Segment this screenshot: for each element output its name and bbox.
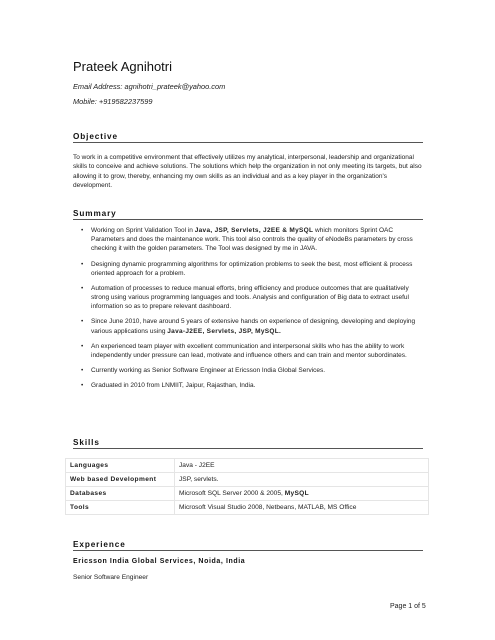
bullet-icon: • xyxy=(81,318,84,326)
text-run: Microsoft Visual Studio 2008, Netbeans, MATLAB, MS Office xyxy=(179,504,357,511)
summary-item xyxy=(81,260,427,278)
text-run: An experienced team player with excellent communication and interpersonal skills who has the ability to work independently under pressure can lead, motivate and influence others and can train and mentor subordinates. xyxy=(91,342,407,359)
highlighted-text: Java-J2EE, Servlets, JSP, MySQL. xyxy=(167,327,282,335)
summary-item xyxy=(81,381,427,390)
bullet-icon: • xyxy=(81,366,84,374)
text-run: JSP, servlets. xyxy=(179,476,219,483)
skill-value xyxy=(175,487,429,501)
summary-heading: Summary xyxy=(73,209,423,220)
mobile-number: Mobile: +919582237599 xyxy=(73,97,153,106)
bullet-icon: • xyxy=(81,381,84,389)
summary-list xyxy=(81,226,427,396)
text-run: Graduated in 2010 from LNMIIT, Jaipur, Rajasthan, India. xyxy=(91,381,256,389)
summary-item xyxy=(81,226,427,254)
bullet-icon: • xyxy=(81,227,84,234)
objective-heading: Objective xyxy=(73,132,423,143)
text-run: which monitors Sprint OAC Parameters and does the maintenance work. This tool also controls the quality of eNodeBs parameters by cross checking it with the golden parameters. The Tool was designed by me in JAVA. xyxy=(91,227,413,253)
candidate-name: Prateek Agnihotri xyxy=(73,59,173,74)
skills-row xyxy=(66,501,429,515)
skill-value xyxy=(175,473,429,487)
bullet-icon: • xyxy=(81,342,84,350)
text-run: Microsoft SQL Server 2000 & 2005, xyxy=(179,490,285,497)
company-name: Ericsson India Global Services, Noida, India xyxy=(73,558,246,565)
highlighted-text: MySQL xyxy=(284,490,309,497)
summary-item xyxy=(81,342,427,360)
skill-category: Tools xyxy=(66,501,175,515)
text-run: Java - J2EE xyxy=(179,462,215,469)
page-number: Page 1 of 5 xyxy=(390,603,426,610)
summary-item xyxy=(81,317,427,335)
skills-heading: Skills xyxy=(73,438,423,449)
text-run: Since June 2010, have around 5 years of extensive hands on experience of designing, developing and deploying various applications using xyxy=(91,318,416,335)
text-run: Automation of processes to reduce manual efforts, bring efficiency and produce outcomes that are qualitatively strong using various programming languages and tools. Analysis and configuration of Big data to extract useful information so as to prepare relevant dashboard. xyxy=(91,284,409,311)
highlighted-text: Java, JSP, Servlets, J2EE & MySQL xyxy=(194,227,314,234)
skill-category: Languages xyxy=(66,459,175,473)
text-run: Working on Sprint Validation Tool in xyxy=(91,227,195,234)
text-run: Currently working as Senior Software Engineer at Ericsson India Global Services. xyxy=(91,366,326,374)
skill-category: Databases xyxy=(66,487,175,501)
skills-row xyxy=(66,473,429,487)
job-role: Senior Software Engineer xyxy=(73,574,149,581)
objective-text: To work in a competitive environment that effectively utilizes my analytical, interpersonal, leadership and organizational skills to conceive and achieve solutions. The solutions which help the organization in not only meeting its targets, but also allowing it to grow, thereby, enhancing my own skills as an individual and as a key player in the organization's development. xyxy=(73,154,422,189)
skill-value xyxy=(175,501,429,515)
bullet-icon: • xyxy=(81,284,84,292)
skills-row xyxy=(66,487,429,501)
skill-value xyxy=(175,459,429,473)
summary-item xyxy=(81,366,427,375)
skill-category: Web based Development xyxy=(66,473,175,487)
skills-table xyxy=(65,458,429,515)
skills-row xyxy=(66,459,429,473)
experience-heading: Experience xyxy=(73,540,423,551)
summary-item xyxy=(81,284,427,312)
email-address: Email Address: agnihotri_prateek@yahoo.com xyxy=(73,82,226,91)
text-run: Designing dynamic programming algorithms for optimization problems to seek the best, most efficient & process oriented approach for a problem. xyxy=(91,260,413,277)
bullet-icon: • xyxy=(81,260,84,268)
